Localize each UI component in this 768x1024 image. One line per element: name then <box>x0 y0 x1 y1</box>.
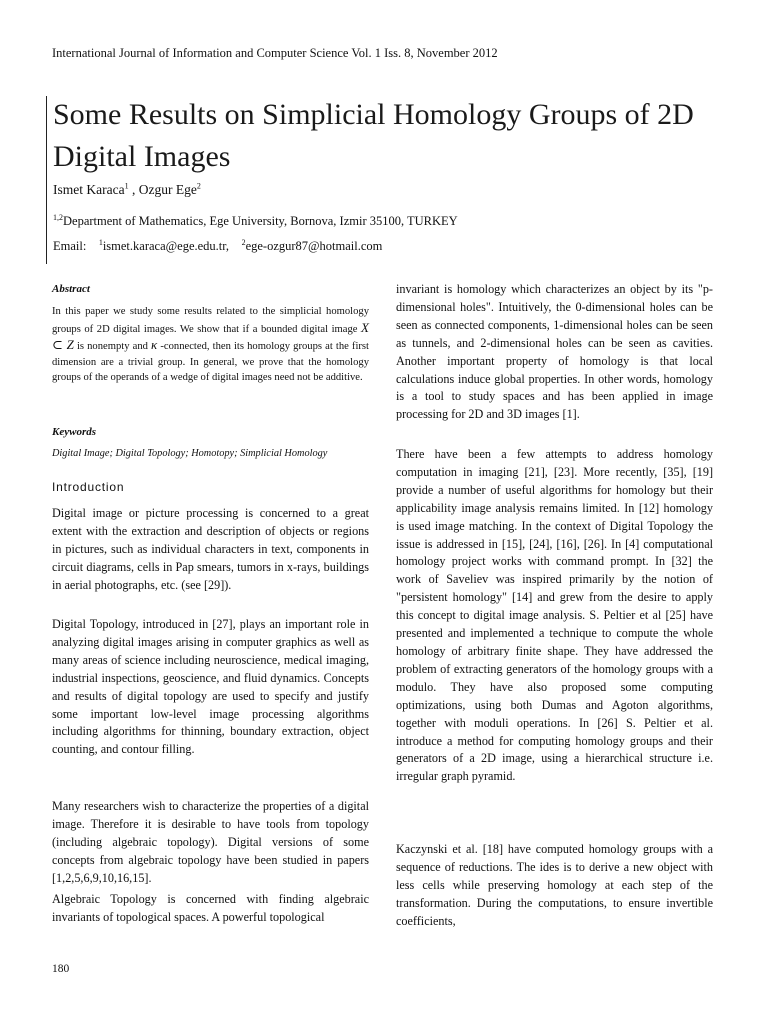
email-label: Email: <box>53 239 87 253</box>
abstract-segment: -connected, then its homology groups at the first dimension are a trivial group. In general, we prove that the homology groups of the operands of a wedge of digital images need not be additive. <box>52 341 369 384</box>
abstract-segment: In this paper we study some results related to the simplicial homology groups of 2D digital images. We show that if a bounded digital image <box>52 306 369 335</box>
email-address[interactable]: ege-ozgur87@hotmail.com <box>245 239 383 253</box>
math-expression: X ⊂ Z <box>52 319 369 353</box>
email-line <box>53 239 382 254</box>
title-rule <box>46 96 47 264</box>
email-sup: 2 <box>241 237 246 247</box>
math-expression: κ <box>151 337 158 353</box>
email-sup: 1 <box>98 237 103 247</box>
paragraph: Many researchers wish to characterize the properties of a digital image. Therefore it is desirable to have tools from topology (including algebraic topology). Digital versions of some concepts from algebraic topology have been studied in papers [1,2,5,6,9,10,16,15]. <box>52 799 369 885</box>
abstract-heading: Abstract <box>52 283 90 295</box>
paragraph: There have been a few attempts to address homology computation in imaging [21], [23]. More recently, [35], [19] provide a number of useful algorithms for homology but their applicability image analysis remains limited. In [12] homology is used image matching. In the context of Digital Topology the issue is addressed in [15], [24], [16], [26]. In [4] computational homology project works with command prompt. In [32] the work of Saveliev was inspired primarily by the notion of "persistent homology" [14] and grew from the desire to apply this concept to digital image analysis. S. Peltier et al [25] have presented and implemented a technique to compute the whole homology of arbitrary finite shape. They have addressed the problem of extracting generators of the homology groups with a modulo. They have also proposed some computing optimizations, using both Dumas and Agoton algorithms, together with moduli operations. In [26] S. Peltier et al. introduce a method for computing homology groups and their generators of a 2D image, using a hierarchical structure i.e. irregular graph pyramid. <box>396 447 713 784</box>
affiliation-text: Department of Mathematics, Ege University, Bornova, Izmir 35100, TURKEY <box>63 214 458 228</box>
paper-title: Some Results on Simplicial Homology Groups of 2D Digital Images <box>53 98 694 173</box>
author-name: Ismet Karaca <box>53 182 125 197</box>
author-separator: , <box>128 182 139 197</box>
keywords-heading: Keywords <box>52 426 96 438</box>
author-name: Ozgur Ege <box>138 182 197 197</box>
section-heading: Introduction <box>52 480 125 494</box>
author-sup: 2 <box>196 181 201 191</box>
paragraph: Digital Topology, introduced in [27], plays an important role in analyzing digital images arising in computer graphics as well as many areas of science including neuroscience, medical imaging, industrial inspections, geoscience, and fluid dynamics. Concepts and results of digital topology are used to specify and justify some important low-level image processing algorithms including algorithms for thinning, boundary extraction, object counting, and contour filling. <box>52 617 369 757</box>
keywords-text: Digital Image; Digital Topology; Homotopy; Simplicial Homology <box>52 448 328 459</box>
journal-header: International Journal of Information and Computer Science Vol. 1 Iss. 8, November 2012 <box>52 46 498 60</box>
abstract-segment: is nonempty and <box>73 341 152 353</box>
affiliation-sup: 1,2 <box>53 212 63 222</box>
email-address[interactable]: ismet.karaca@ege.edu.tr, <box>102 239 230 253</box>
paragraph: Algebraic Topology is concerned with finding algebraic invariants of topological spaces. A powerful topological <box>52 892 369 924</box>
affiliation <box>53 214 458 229</box>
paragraph: Digital image or picture processing is concerned to a great extent with the extraction and description of objects or regions in pictures, such as individual characters in text, components in circuit diagrams, cells in Pap smears, tumors in x-rays, buildings in aerial photographs, etc. (see [29]). <box>52 506 369 592</box>
abstract-text <box>52 304 369 386</box>
author-list <box>53 182 201 198</box>
page-number: 180 <box>52 963 70 975</box>
paragraph: Kaczynski et al. [18] have computed homology groups with a sequence of reductions. The ides is to derive a new object with less cells while preserving homology at each step of the transformation. During the computations, to ensure invertible coefficients, <box>396 842 713 928</box>
author-sup: 1 <box>124 181 129 191</box>
paragraph: invariant is homology which characterizes an object by its "p-dimensional holes". Intuitively, the 0-dimensional holes can be seen as connected components, 1-dimensional holes can be seen as tunnels, and 2-dimensional holes can be seen as cavities. Another important property of homology is that local calculations induce global properties. In other words, homology is a tool to study spaces and has been applied in image processing for 2D and 3D images [1]. <box>396 282 713 422</box>
